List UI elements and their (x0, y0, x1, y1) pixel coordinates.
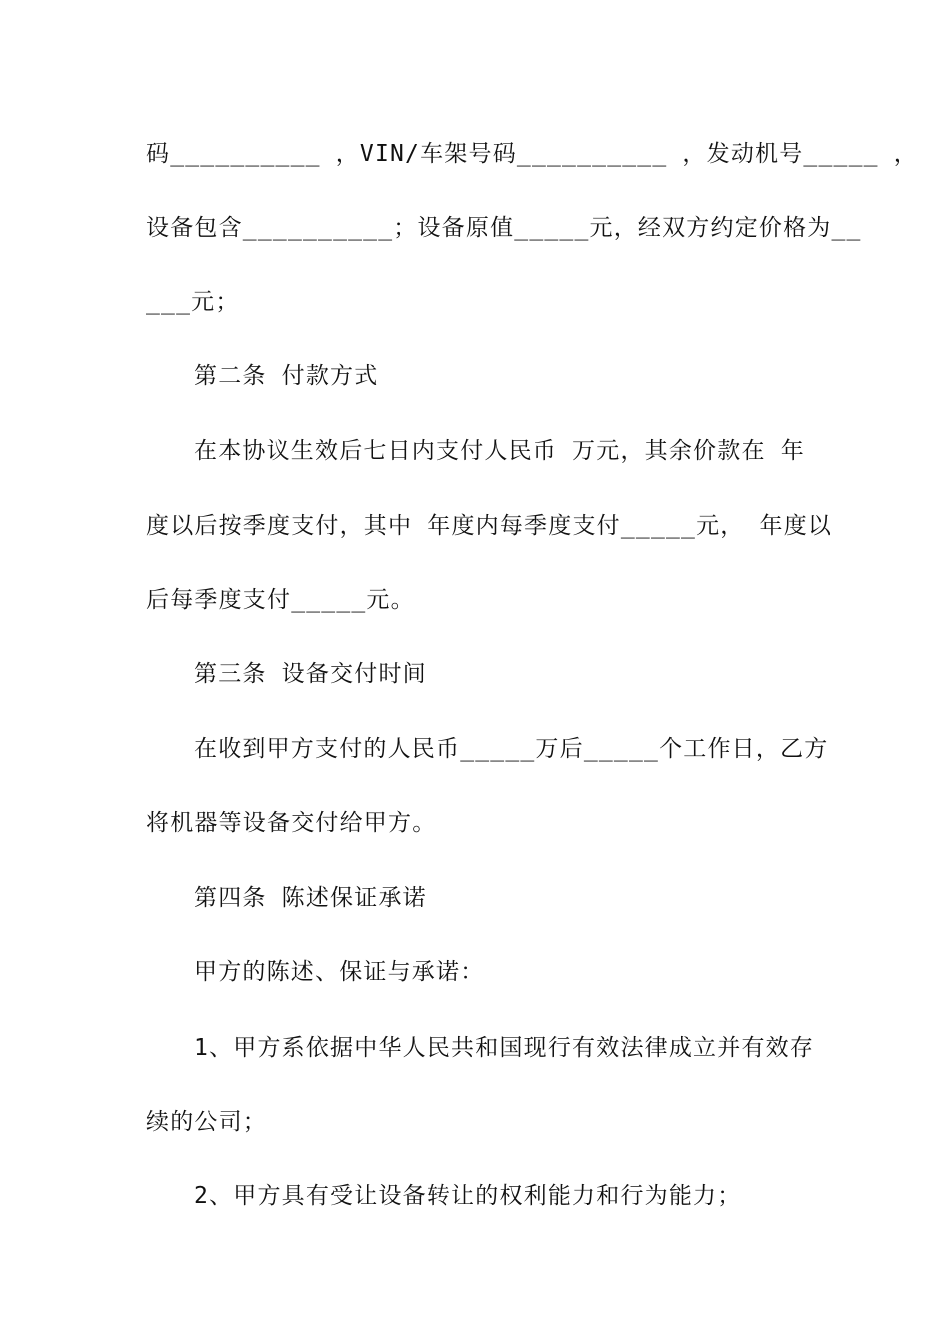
text-line-item-1-cont: 续的公司； (146, 1109, 267, 1135)
article-4-heading: 第四条 陈述保证承诺 (194, 885, 427, 911)
text-line-payment-1: 在本协议生效后七日内支付人民币 万元，其余价款在 年 (194, 438, 805, 464)
text-line-item-2: 2、甲方具有受让设备转让的权利能力和行为能力； (194, 1183, 742, 1209)
text-line-vehicle-ids: 码__________ ，VIN/车架号码__________ ，发动机号_____ ， (146, 141, 918, 167)
text-line-payment-2: 度以后按季度支付，其中 年度内每季度支付_____元， 年度以 (146, 513, 833, 539)
article-2-heading: 第二条 付款方式 (194, 363, 379, 389)
text-line-party-a-intro: 甲方的陈述、保证与承诺： (194, 959, 485, 985)
text-line-delivery-1: 在收到甲方支付的人民币_____万后_____个工作日，乙方 (194, 736, 829, 762)
article-3-heading: 第三条 设备交付时间 (194, 661, 427, 687)
text-line-price-end: ___元； (146, 289, 240, 315)
text-line-payment-3: 后每季度支付_____元。 (146, 587, 415, 613)
text-line-item-1: 1、甲方系依据中华人民共和国现行有效法律成立并有效存 (194, 1035, 815, 1061)
text-line-equipment-value: 设备包含__________；设备原值_____元，经双方约定价格为__ (146, 215, 862, 241)
text-line-delivery-2: 将机器等设备交付给甲方。 (146, 810, 437, 836)
